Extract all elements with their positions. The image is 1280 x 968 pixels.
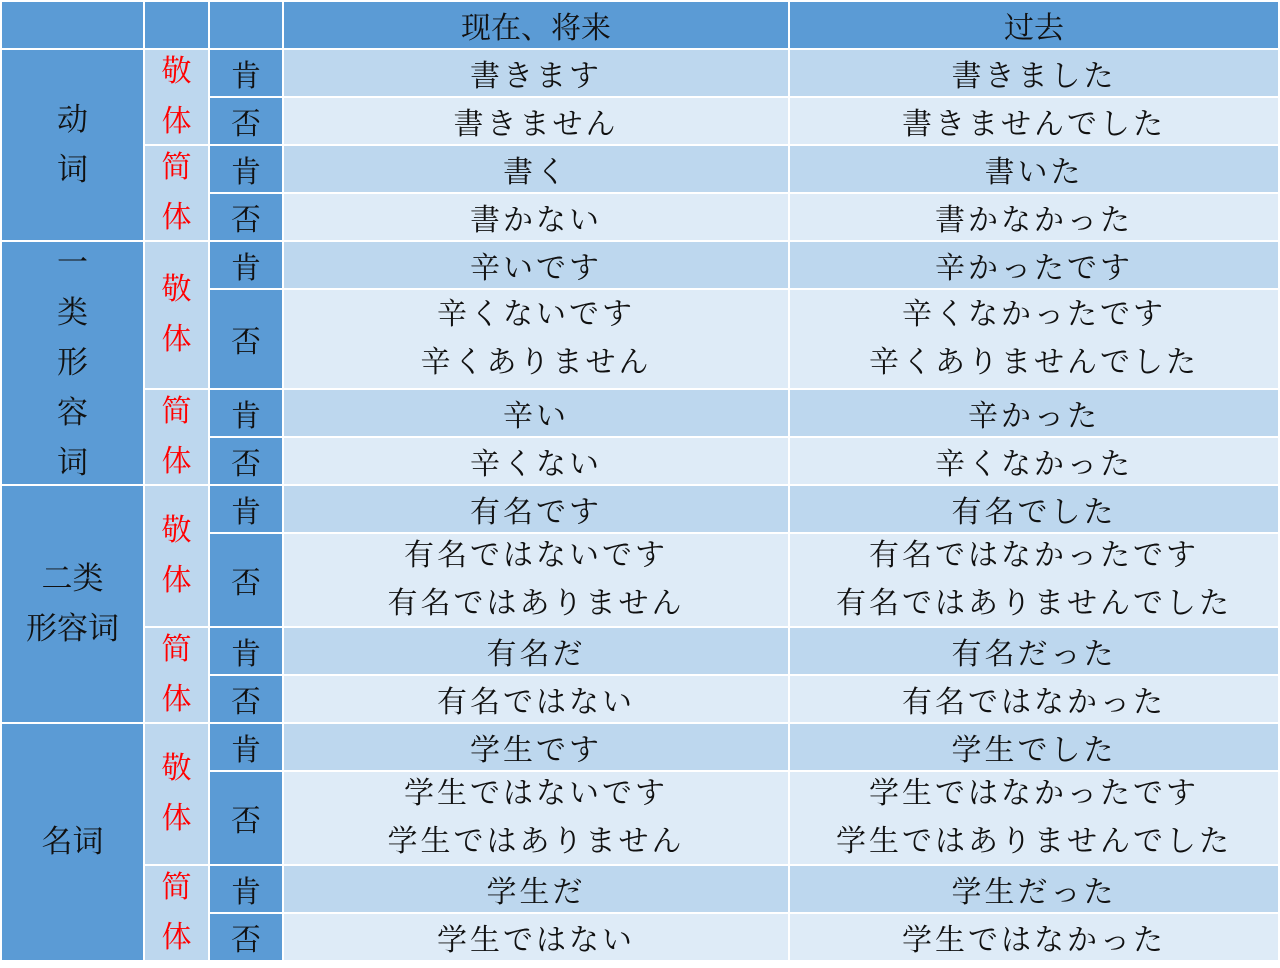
polarity-positive: 肯 bbox=[210, 146, 282, 192]
form-cell: 書きません bbox=[284, 98, 788, 144]
polarity-negative: 否 bbox=[210, 534, 282, 626]
form-cell-double bbox=[790, 290, 1278, 388]
category-line: 名词 bbox=[41, 824, 104, 860]
register-polite bbox=[145, 50, 208, 144]
form-cell: 学生ではない bbox=[284, 914, 788, 960]
register-char: 简 bbox=[161, 150, 192, 185]
register-polite bbox=[145, 724, 208, 864]
form-line: 有名ではありません bbox=[387, 586, 685, 621]
polarity-negative: 否 bbox=[210, 98, 282, 144]
form-cell: 辛かったです bbox=[790, 242, 1278, 288]
category-noun bbox=[2, 724, 143, 960]
form-cell: 学生でした bbox=[790, 724, 1278, 770]
form-cell: 書きませんでした bbox=[790, 98, 1278, 144]
register-char: 敬 bbox=[161, 751, 192, 786]
category-verb bbox=[2, 50, 143, 240]
polarity-negative: 否 bbox=[210, 676, 282, 722]
polarity-positive: 肯 bbox=[210, 242, 282, 288]
register-polite bbox=[145, 486, 208, 626]
register-char: 体 bbox=[161, 104, 192, 139]
category-line: 形容词 bbox=[26, 611, 119, 647]
polarity-negative: 否 bbox=[210, 772, 282, 864]
form-cell: 学生だった bbox=[790, 866, 1278, 912]
form-cell-double bbox=[284, 534, 788, 626]
form-cell-double bbox=[790, 772, 1278, 864]
form-line: 学生ではありません bbox=[387, 824, 685, 859]
form-line: 辛くないです bbox=[437, 297, 635, 332]
register-plain bbox=[145, 866, 208, 960]
category-char: 动 bbox=[57, 102, 88, 138]
category-line: 二类 bbox=[41, 561, 104, 597]
register-char: 体 bbox=[161, 322, 192, 357]
form-cell: 有名ではない bbox=[284, 676, 788, 722]
form-cell: 書かない bbox=[284, 194, 788, 240]
register-char: 体 bbox=[161, 563, 192, 598]
form-cell-double bbox=[284, 772, 788, 864]
form-line: 辛くありませんでした bbox=[869, 345, 1199, 380]
polarity-positive: 肯 bbox=[210, 486, 282, 532]
form-cell: 有名だった bbox=[790, 628, 1278, 674]
form-cell: 有名ではなかった bbox=[790, 676, 1278, 722]
form-line: 学生ではありませんでした bbox=[836, 824, 1232, 859]
form-line: 学生ではなかったです bbox=[869, 776, 1199, 811]
form-cell: 書きました bbox=[790, 50, 1278, 96]
polarity-negative: 否 bbox=[210, 290, 282, 388]
category-char: 词 bbox=[57, 152, 88, 188]
register-char: 体 bbox=[161, 444, 192, 479]
header-blank-3 bbox=[210, 2, 282, 48]
register-plain bbox=[145, 146, 208, 240]
form-cell: 有名です bbox=[284, 486, 788, 532]
register-char: 体 bbox=[161, 682, 192, 717]
form-cell: 学生です bbox=[284, 724, 788, 770]
polarity-positive: 肯 bbox=[210, 866, 282, 912]
form-cell: 学生だ bbox=[284, 866, 788, 912]
form-cell: 有名でした bbox=[790, 486, 1278, 532]
polarity-positive: 肯 bbox=[210, 724, 282, 770]
category-na-adjective bbox=[2, 486, 143, 722]
register-char: 体 bbox=[161, 920, 192, 955]
form-cell-double bbox=[790, 534, 1278, 626]
category-char: 形 bbox=[57, 345, 88, 381]
register-char: 敬 bbox=[161, 54, 192, 89]
form-line: 有名ではありませんでした bbox=[836, 586, 1232, 621]
form-cell: 学生ではなかった bbox=[790, 914, 1278, 960]
form-cell: 有名だ bbox=[284, 628, 788, 674]
category-char: 容 bbox=[57, 395, 88, 431]
form-cell: 書いた bbox=[790, 146, 1278, 192]
polarity-negative: 否 bbox=[210, 194, 282, 240]
category-i-adjective bbox=[2, 242, 143, 484]
form-line: 学生ではないです bbox=[404, 776, 668, 811]
header-blank-1 bbox=[2, 2, 143, 48]
category-char: 一 bbox=[57, 245, 88, 281]
form-cell: 辛くない bbox=[284, 438, 788, 484]
form-cell: 書きます bbox=[284, 50, 788, 96]
header-blank-2 bbox=[145, 2, 208, 48]
register-char: 体 bbox=[161, 200, 192, 235]
polarity-positive: 肯 bbox=[210, 628, 282, 674]
header-past: 过去 bbox=[790, 2, 1278, 48]
form-line: 有名ではなかったです bbox=[869, 538, 1199, 573]
polarity-negative: 否 bbox=[210, 438, 282, 484]
register-char: 简 bbox=[161, 632, 192, 667]
form-line: 辛くありません bbox=[420, 345, 652, 380]
register-char: 简 bbox=[161, 870, 192, 905]
polarity-positive: 肯 bbox=[210, 390, 282, 436]
conjugation-table bbox=[2, 2, 1278, 960]
register-char: 敬 bbox=[161, 272, 192, 307]
form-cell: 辛くなかった bbox=[790, 438, 1278, 484]
form-cell: 辛い bbox=[284, 390, 788, 436]
form-cell-double bbox=[284, 290, 788, 388]
form-cell: 書かなかった bbox=[790, 194, 1278, 240]
form-cell: 辛かった bbox=[790, 390, 1278, 436]
polarity-negative: 否 bbox=[210, 914, 282, 960]
form-cell: 書く bbox=[284, 146, 788, 192]
register-char: 简 bbox=[161, 394, 192, 429]
register-char: 敬 bbox=[161, 513, 192, 548]
form-cell: 辛いです bbox=[284, 242, 788, 288]
register-plain bbox=[145, 390, 208, 484]
category-char: 类 bbox=[57, 295, 88, 331]
header-present: 现在、将来 bbox=[284, 2, 788, 48]
register-polite bbox=[145, 242, 208, 388]
register-char: 体 bbox=[161, 801, 192, 836]
form-line: 有名ではないです bbox=[404, 538, 668, 573]
form-line: 辛くなかったです bbox=[902, 297, 1166, 332]
polarity-positive: 肯 bbox=[210, 50, 282, 96]
category-char: 词 bbox=[57, 445, 88, 481]
register-plain bbox=[145, 628, 208, 722]
